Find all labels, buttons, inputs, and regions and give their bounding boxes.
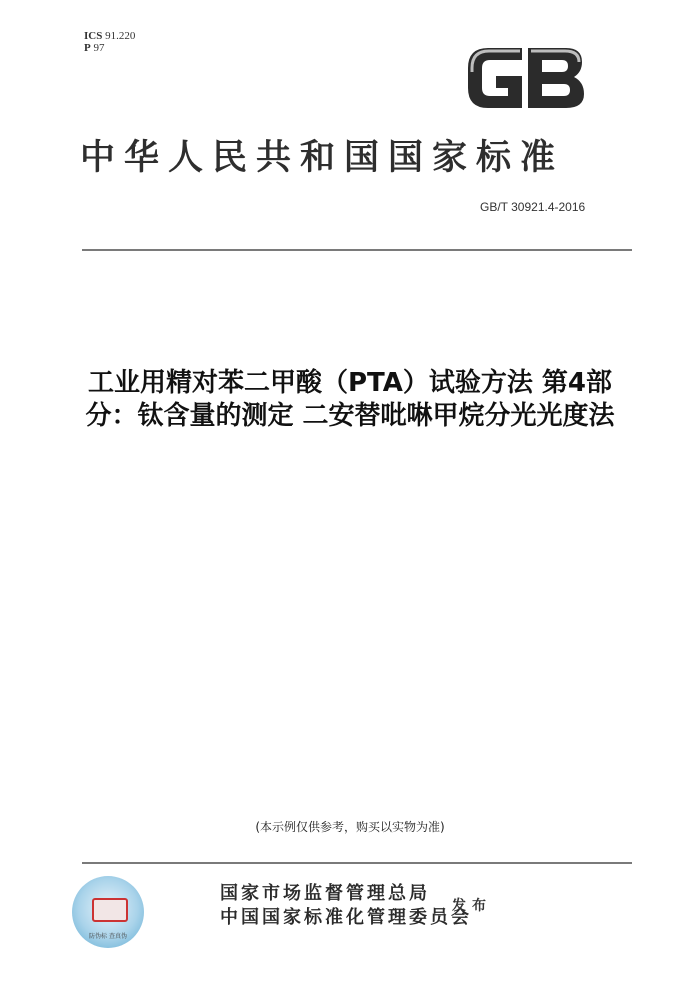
bottom-divider (82, 862, 632, 864)
anti-counterfeit-seal-icon (72, 876, 144, 948)
class-value: 97 (93, 42, 105, 54)
ics-label: ICS (84, 30, 103, 42)
issuer-line-1: 国家市场监督管理总局 (220, 883, 430, 904)
ics-line (84, 30, 135, 42)
standard-title: 中华人民共和国国家标准 (80, 137, 565, 178)
ics-value: 91.220 (105, 30, 136, 42)
document-title-line-2: 分：钛含量的测定 二安替吡啉甲烷分光光度法 (85, 401, 615, 431)
document-title (30, 367, 670, 433)
class-label: P (84, 42, 91, 54)
top-divider (82, 249, 632, 251)
issuer-block (220, 882, 472, 930)
standard-code: GB/T 30921.4-2016 (480, 200, 586, 214)
ics-classification (84, 30, 135, 54)
document-title-line-1: 工业用精对苯二甲酸（PTA）试验方法 第4部 (87, 368, 613, 398)
seal-text: 防伪标 查真伪 (89, 933, 127, 940)
issuer-line-2: 中国国家标准化管理委员会 (220, 907, 472, 928)
issue-label: 发布 (452, 898, 492, 914)
sample-note: (本示例仅供参考，购买以实物为准) (255, 820, 445, 834)
class-line (84, 42, 135, 54)
seal-emblem-icon (92, 898, 128, 922)
gb-logo-icon (462, 42, 590, 114)
